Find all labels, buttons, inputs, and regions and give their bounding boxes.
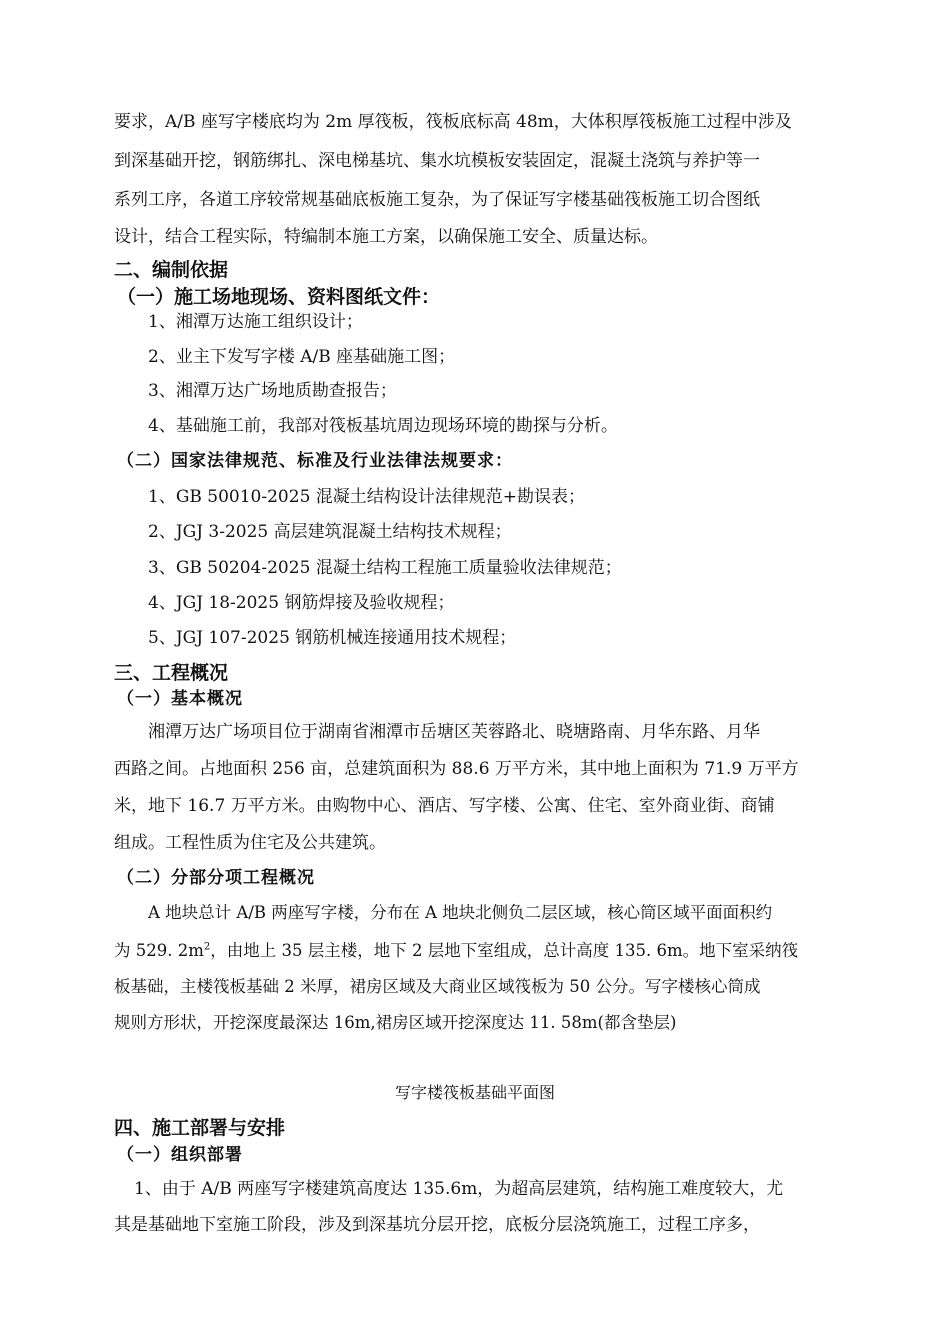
section3-sub1-line-1: 湘潭万达广场项目位于湖南省湘潭市岳塘区芙蓉路北、晓塘路南、月华东路、月华 [148, 722, 760, 742]
intro-line-4: 设计，结合工程实际，特编制本施工方案，以确保施工安全、质量达标。 [114, 227, 658, 247]
section2-sub1-heading: （一）施工场地现场、资料图纸文件： [117, 286, 441, 308]
section2-sub2-heading: （二）国家法律规范、标准及行业法律法规要求： [117, 451, 513, 471]
section3-sub2-line-2b: ，由地上 35 层主楼，地下 2 层地下室组成，总计高度 135. 6m。地下室采纳筏 [210, 941, 799, 960]
section3-sub1-heading: （一）基本概况 [117, 689, 243, 709]
section2-sub1-item-2: 2、业主下发写字楼 A/B 座基础施工图； [148, 347, 456, 367]
area-superscript: 2 [203, 941, 211, 953]
section3-sub2-line-1: A 地块总计 A/B 两座写字楼，分布在 A 地块北侧负二层区域，核心筒区域平面面积约 [148, 903, 773, 922]
section2-sub1-item-1: 1、湘潭万达施工组织设计； [148, 312, 363, 332]
section3-sub1-line-4: 组成。工程性质为住宅及公共建筑。 [114, 833, 386, 853]
figure-caption: 写字楼筏板基础平面图 [394, 1083, 555, 1102]
section2-sub2-item-1: 1、GB 50010-2025 混凝土结构设计法律规范+勘误表； [148, 487, 586, 507]
section3-heading: 三、工程概况 [114, 662, 229, 684]
intro-line-3: 系列工序，各道工序较常规基础底板施工复杂，为了保证写字楼基础筏板施工切合图纸 [114, 190, 760, 210]
section4-sub1-line-1: 1、由于 A/B 两座写字楼建筑高度达 135.6m，为超高层建筑，结构施工难度较大，尤 [134, 1179, 784, 1199]
section3-sub2-line-2 [114, 937, 798, 961]
section4-sub1-line-2: 其是基础地下室施工阶段，涉及到深基坑分层开挖，底板分层浇筑施工，过程工序多， [114, 1215, 760, 1235]
intro-line-2: 到深基础开挖，钢筋绑扎、深电梯基坑、集水坑模板安装固定，混凝土浇筑与养护等一 [114, 151, 760, 171]
section2-sub2-item-2: 2、JGJ 3-2025 高层建筑混凝土结构技术规程； [148, 522, 512, 542]
section2-sub2-item-3: 3、GB 50204-2025 混凝土结构工程施工质量验收法律规范； [148, 558, 622, 578]
section2-sub2-item-5: 5、JGJ 107-2025 钢筋机械连接通用技术规程； [148, 628, 517, 648]
section2-sub2-item-4: 4、JGJ 18-2025 钢筋焊接及验收规程； [148, 593, 455, 613]
section4-heading: 四、施工部署与安排 [114, 1117, 286, 1139]
section3-sub1-line-2: 西路之间。占地面积 256 亩，总建筑面积为 88.6 万平方米，其中地上面积为 71.9 万平方 [114, 759, 799, 779]
section4-sub1-heading: （一）组织部署 [117, 1145, 243, 1165]
section3-sub2-line-2a: 为 529. 2m [114, 941, 204, 960]
section3-sub2-line-3: 板基础，主楼筏板基础 2 米厚，裙房区域及大商业区域筏板为 50 公分。写字楼核心筒成 [114, 977, 761, 996]
section3-sub1-line-3: 米，地下 16.7 万平方米。由购物中心、酒店、写字楼、公寓、住宅、室外商业街、商铺 [114, 796, 775, 816]
section2-heading: 二、编制依据 [114, 259, 229, 281]
section3-sub2-heading: （二）分部分项工程概况 [117, 868, 315, 888]
intro-line-1: 要求，A/B 座写字楼底均为 2m 厚筏板，筏板底标高 48m，大体积厚筏板施工过程中涉及 [114, 112, 792, 132]
section2-sub1-item-4: 4、基础施工前，我部对筏板基坑周边现场环境的勘探与分析。 [148, 416, 618, 436]
section3-sub2-line-4: 规则方形状，开挖深度最深达 16m,裙房区域开挖深度达 11. 58m(都含垫层) [114, 1013, 677, 1032]
section2-sub1-item-3: 3、湘潭万达广场地质勘查报告； [148, 381, 397, 401]
